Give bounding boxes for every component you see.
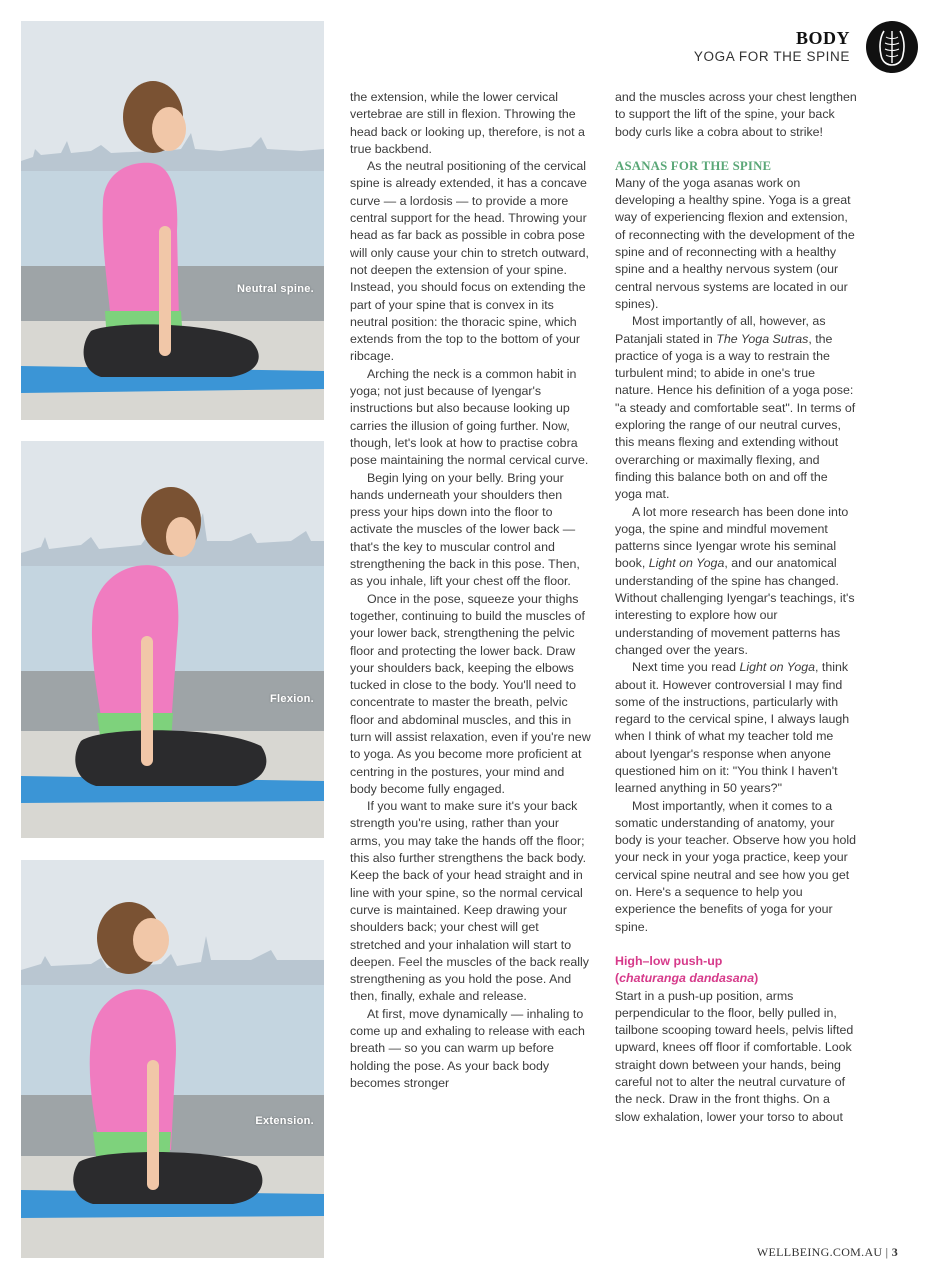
paragraph: If you want to make sure it's your back strength you're using, rather than your arms, you may take the hands off the floor; this also further strengthens the back body. Keep the back of your head straight and in line with your spine, so the normal cervical curve is maintained. Keep drawing your shoulders back; your chest will get stretched and your inhalation will start to deepen. Feel the muscles of the back really strengthening as you hold the pose. And then, finally, exhale and release. (350, 799, 589, 1004)
paragraph: Next time you read Light on Yoga, think about it. However controversial I may find some of the instructions, particularly with regard to the cervical spine, I always laugh when I think of what my teacher told me about Iyengar's response when anyone questioned him on it: "You think I haven't learned anything in 50 years?" (615, 660, 850, 796)
paragraph: As the neutral positioning of the cervical spine is already extended, it has a concave curve — a lordosis — to provide a more central support for the head. Throwing your head as far back as possible in cobra pose will only cause your chin to stretch outward, not deepen the extension of your spine. Instead, you should focus on extending the part of your spine that is convex in its neutral position: the thoracic spine, which extends from the top to the bottom of your ribcage. (350, 159, 589, 364)
paragraph: Once in the pose, squeeze your thighs together, continuing to build the muscles of your lower back, strengthening the pelvic floor and protecting the lower back. Draw your shoulders back, keeping the elbows tucked in close to the body. You'll need to concentrate to master the breath, pelvic floor and abdominal muscles, and this in turn will assist relaxation, even if you're new to yoga. As you become more proficient at centring in the postures, your mind and body become fully engaged. (350, 591, 591, 796)
section-heading: ASANAS FOR THE SPINE (615, 158, 772, 173)
paragraph: Many of the yoga asanas work on developing a healthy spine. Yoga is a great way of experiencing flexion and extension, of reconnecting with the development of the spine and of reconnecting with a healthy spine and a healthy nervous system (our central nervous systems are located in our spines). (615, 175, 855, 311)
spine-back-icon (866, 21, 918, 73)
article-subtitle: YOGA FOR THE SPINE (693, 49, 850, 64)
paragraph: and the muscles across your chest lengthen to support the lift of the spine, your back body curls like a cobra about to strike! (615, 90, 857, 139)
site-url: WELLBEING.COM.AU (756, 1245, 883, 1259)
text-column-2 (615, 89, 857, 1126)
page-number: 3 (891, 1245, 898, 1259)
book-title: Light on Yoga (648, 556, 725, 571)
photo-extension (21, 860, 324, 1258)
paragraph: Begin lying on your belly. Bring your hands underneath your shoulders then press your hips down into the floor to activate the muscles of the lower back — that's the key to muscular control and strengthening the back in this pose. Then, as you inhale, lift your chest off the floor. (350, 470, 580, 589)
paragraph: Most importantly of all, however, as Patanjali stated in The Yoga Sutras, the practice of yoga is a way to restrain the turbulent mind; to abide in one's true nature. Hence his definition of a yoga pose: "a steady and comfortable seat". In terms of exploring the range of our neutral curves, this means flexing and extending without overarching or maximally flexing, and finding this balance both on and off the yoga mat. (615, 314, 856, 502)
paragraph: the extension, while the lower cervical vertebrae are still in flexion. Throwing the head back or looking up, therefore, is not a true backbend. (350, 90, 585, 156)
page-header (694, 28, 850, 66)
text-column-1 (350, 89, 592, 1092)
page-footer: WELLBEING.COM.AU | 3 (756, 1245, 898, 1259)
photo-flexion (21, 441, 324, 838)
pose-heading (615, 953, 857, 988)
paragraph: A lot more research has been done into yoga, the spine and mindful movement patterns since Iyengar wrote his seminal book, Light on Yoga, and our anatomical understanding of the spine has changed. Without challenging Iyengar's teachings, it's interesting to explore how our understanding of movement patterns has changed over the years. (615, 504, 855, 657)
photo-caption: Extension. (255, 1115, 314, 1127)
pose-sanskrit: (chaturanga dandasana) (615, 971, 759, 986)
pose-name: High–low push-up (615, 953, 723, 968)
photo-caption: Neutral spine. (237, 283, 314, 295)
paragraph: Start in a push-up position, arms perpendicular to the floor, belly pulled in, tailbone scooping toward heels, pelvis lifted upward, knees off floor if comfortable. Look straight down between your hands, being careful not to alter the neutral curvature of the neck. Draw in the front thighs. On a slow exhalation, lower your torso to about (615, 988, 854, 1124)
book-title: Light on Yoga (739, 660, 816, 675)
photo-neutral-spine (21, 21, 324, 420)
book-title: The Yoga Sutras (716, 331, 809, 346)
paragraph: Arching the neck is a common habit in yoga; not just because of Iyengar's instructions but also because looking up carries the illusion of going further. Now, though, let's look at how to practise cobra pose maintaining the normal cervical curve. (350, 366, 589, 468)
paragraph: Most importantly, when it comes to a somatic understanding of anatomy, your body is your teacher. Observe how you hold your neck in your yoga practice, keep your cervical spine neutral and see how you get on. Here's a sequence to help you experience the benefits of yoga for your spine. (615, 798, 857, 934)
section-label: BODY (795, 28, 850, 48)
photo-caption: Flexion. (270, 693, 314, 705)
paragraph: At first, move dynamically — inhaling to come up and exhaling to release with each breath — so you can warm up before holding the pose. As your back body becomes stronger (350, 1006, 585, 1090)
